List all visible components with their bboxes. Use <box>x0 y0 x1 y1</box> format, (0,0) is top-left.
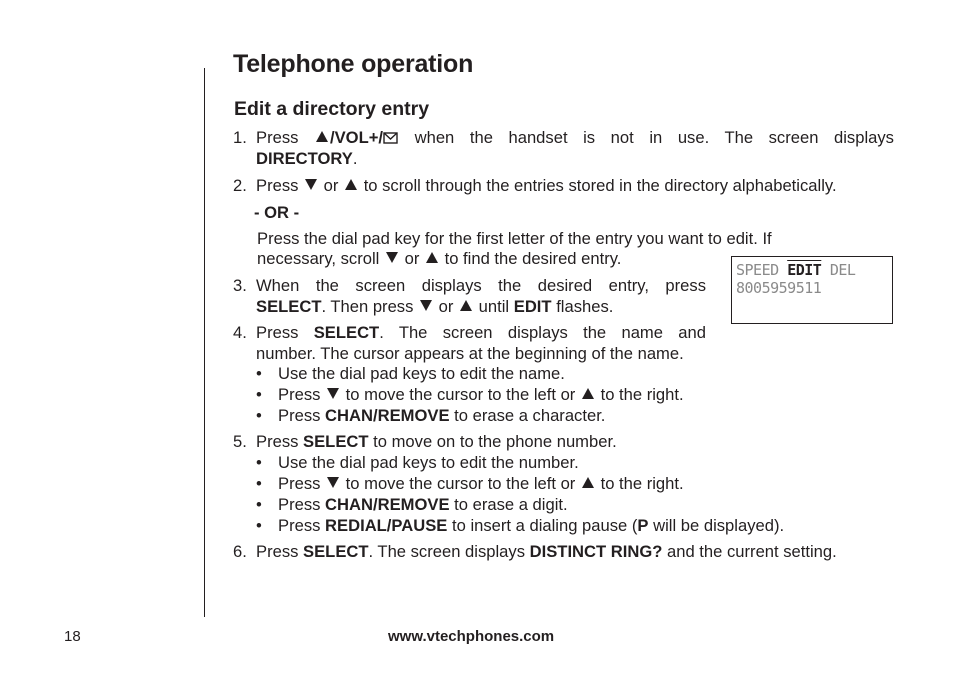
step-4-bullet-1: Use the dial pad keys to edit the name. <box>278 364 565 383</box>
step-3-number: 3. <box>233 276 247 295</box>
step-5-number: 5. <box>233 432 247 451</box>
down-triangle-icon <box>420 300 432 311</box>
step-5-text: Press SELECT to move on to the phone number. <box>256 432 617 451</box>
step-5-bullet-3: Press CHAN/REMOVE to erase a digit. <box>278 495 568 514</box>
alternative-line-1: Press the dial pad key for the first letter of the entry you want to edit. If <box>257 229 772 248</box>
or-label: - OR - <box>254 203 300 222</box>
step-2-text: Press or to scroll through the entries stored in the directory alphabetically. <box>256 176 837 195</box>
step-6-text: Press SELECT. The screen displays DISTINCT RING? and the current setting. <box>256 542 837 561</box>
step-4-number: 4. <box>233 323 247 342</box>
step-5-bullet-4: Press REDIAL/PAUSE to insert a dialing pause (P will be displayed). <box>278 516 785 535</box>
up-triangle-icon <box>582 477 594 488</box>
up-triangle-icon <box>345 179 357 190</box>
up-triangle-icon <box>316 131 328 142</box>
step-4-bullet-1-dot: • <box>256 364 262 383</box>
step-4-line-2: number. The cursor appears at the beginning of the name. <box>256 344 684 363</box>
alternative-line-2: necessary, scroll or to find the desired entry. <box>257 249 622 268</box>
down-triangle-icon <box>386 252 398 263</box>
step-1-number: 1. <box>233 128 247 147</box>
page-title: Telephone operation <box>233 50 474 78</box>
screen-number-row: 8005959511 <box>736 279 822 297</box>
up-triangle-icon <box>582 388 594 399</box>
footer-website-link[interactable]: www.vtechphones.com <box>388 628 555 645</box>
step-1-line-1: Press /VOL+/ when the handset is not in use. The screen displays <box>256 128 894 147</box>
step-4-line-1: Press SELECT. The screen displays the name and <box>256 323 706 342</box>
step-5-bullet-3-dot: • <box>256 495 262 514</box>
step-5-bullet-4-dot: • <box>256 516 262 535</box>
step-5-bullet-1-dot: • <box>256 453 262 472</box>
step-4-bullet-3: Press CHAN/REMOVE to erase a character. <box>278 406 606 425</box>
step-5-bullet-2-dot: • <box>256 474 262 493</box>
step-2-number: 2. <box>233 176 247 195</box>
step-4-bullet-2: Press to move the cursor to the left or to the right. <box>278 385 684 404</box>
down-triangle-icon <box>327 388 339 399</box>
step-4-bullet-3-dot: • <box>256 406 262 425</box>
page-number: 18 <box>64 628 81 645</box>
screen-menu-row: SPEED EDIT DEL <box>736 261 856 279</box>
step-5-bullet-1: Use the dial pad keys to edit the number. <box>278 453 579 472</box>
envelope-icon <box>383 131 399 145</box>
margin-rule <box>204 68 205 617</box>
down-triangle-icon <box>327 477 339 488</box>
section-title: Edit a directory entry <box>234 98 430 120</box>
down-triangle-icon <box>305 179 317 190</box>
step-3-line-1: When the screen displays the desired entry, press <box>256 276 706 295</box>
up-triangle-icon <box>426 252 438 263</box>
step-1-line-2: DIRECTORY. <box>256 149 358 168</box>
step-6-number: 6. <box>233 542 247 561</box>
screen-edit-option: EDIT <box>787 261 822 279</box>
step-3-line-2: SELECT. Then press or until EDIT flashes. <box>256 297 614 316</box>
step-5-bullet-2: Press to move the cursor to the left or to the right. <box>278 474 684 493</box>
handset-screen <box>731 256 893 324</box>
step-4-bullet-2-dot: • <box>256 385 262 404</box>
up-triangle-icon <box>460 300 472 311</box>
